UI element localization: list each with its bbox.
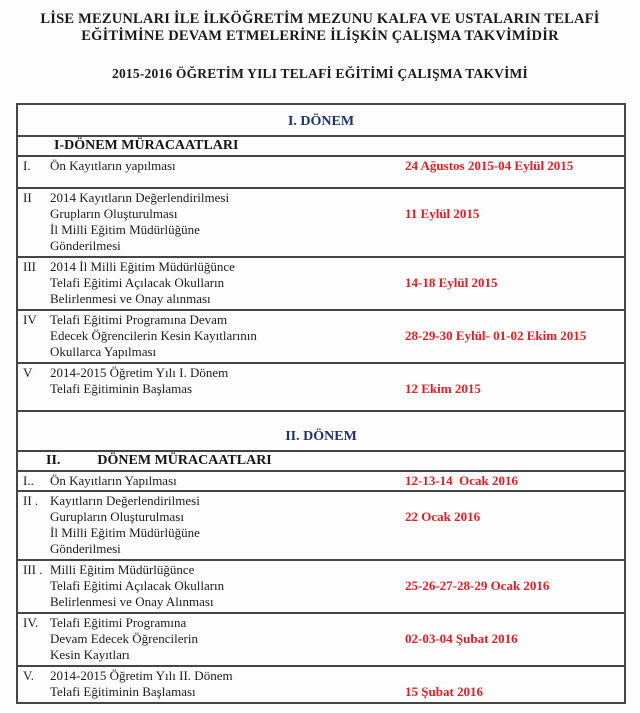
row-numeral: II	[23, 190, 32, 205]
period-header: II. DÖNEM	[285, 429, 357, 444]
row-date: 11 Eylül 2015	[405, 206, 480, 221]
row-description-line: Telafi Eğitimi Programına Devam	[50, 312, 228, 327]
calendar-row	[18, 490, 624, 559]
applications-header	[18, 450, 624, 470]
row-numeral: IV	[23, 312, 37, 327]
calendar-row	[18, 187, 624, 256]
calendar-row	[18, 470, 624, 490]
row-description	[23, 493, 620, 557]
row-description-line: Milli Eğitim Müdürlüğünce	[50, 562, 195, 577]
row-description-line: 2014-2015 Öğretim Yılı I. Dönem	[50, 365, 229, 380]
row-description-line: Telafi Eğitiminin Başlaması	[50, 684, 196, 699]
calendar-section-1	[18, 105, 624, 410]
row-description	[23, 668, 620, 700]
period-header: I. DÖNEM	[287, 114, 355, 129]
calendar-row	[18, 155, 624, 187]
calendar-table	[16, 103, 626, 704]
calendar-row	[18, 362, 624, 410]
row-date: 12-13-14 Ocak 2016	[405, 473, 519, 488]
document-title	[0, 11, 640, 45]
row-description-line: Devam Edecek Öğrencilerin	[50, 631, 198, 646]
row-numeral: IV.	[23, 615, 39, 630]
calendar-row	[18, 612, 624, 665]
applications-header-label: DÖNEM MÜRACAATLARI	[97, 453, 272, 468]
row-description-line: Telafi Eğitimi Açılacak Okulların	[50, 275, 225, 290]
row-description-line: 2014 İl Milli Eğitim Müdürlüğünce	[50, 259, 235, 274]
row-description-line: Belirlenmesi ve Onay Alınması	[50, 594, 214, 609]
row-description-line: Belirlenmesi ve Onay alınması	[50, 291, 211, 306]
row-numeral: V	[23, 365, 33, 380]
row-description-line: İl Milli Eğitim Müdürlüğüne	[50, 525, 200, 540]
row-numeral: V.	[23, 668, 34, 683]
row-numeral: I..	[23, 473, 34, 488]
row-date: 28-29-30 Eylül- 01-02 Ekim 2015	[405, 328, 587, 343]
calendar-row	[18, 256, 624, 309]
row-description-line: Telafi Eğitimi Programına	[50, 615, 187, 630]
row-description-line: 2014-2015 Öğretim Yılı II. Dönem	[50, 668, 233, 683]
row-description-line: Okullarca Yapılması	[50, 344, 157, 359]
applications-header-numeral: II.	[46, 453, 61, 468]
calendar-row	[18, 559, 624, 612]
row-numeral: I.	[23, 158, 31, 173]
row-description	[23, 473, 620, 489]
row-description-line: Kesin Kayıtları	[50, 647, 130, 662]
row-date: 24 Ağustos 2015-04 Eylül 2015	[405, 158, 574, 173]
row-date: 15 Şubat 2016	[405, 684, 484, 699]
calendar-row	[18, 665, 624, 702]
calendar-row	[18, 309, 624, 362]
row-description-line: Kayıtların Değerlendirilmesi	[50, 493, 200, 508]
row-description-line: Telafi Eğitimi Açılacak Okulların	[50, 578, 225, 593]
row-date: 22 Ocak 2016	[405, 509, 481, 524]
document-subtitle: 2015-2016 ÖĞRETİM YILI TELAFİ EĞİTİMİ ÇALIŞMA TAKVİMİ	[112, 66, 528, 81]
row-numeral: III	[23, 259, 36, 274]
row-description-line: Gurupların Oluşturulması	[50, 509, 184, 524]
row-date: 12 Ekim 2015	[405, 381, 481, 396]
row-description	[23, 259, 620, 307]
applications-header	[18, 135, 624, 155]
row-description-line: Ön Kayıtların yapılması	[50, 158, 176, 173]
calendar-section-2	[18, 410, 624, 702]
document-title-line2: EĞİTİMİNE DEVAM ETMELERİNE İLİŞKİN ÇALIŞMA TAKVİMİDİR	[81, 28, 559, 44]
row-numeral: II .	[23, 493, 39, 508]
row-description-line: Gönderilmesi	[50, 238, 121, 253]
row-description-line: Ön Kayıtların Yapılması	[50, 473, 177, 488]
document-title-line1: LİSE MEZUNLARI İLE İLKÖĞRETİM MEZUNU KALFA VE USTALARIN TELAFİ	[40, 11, 600, 27]
row-description-line: Grupların Oluşturulması	[50, 206, 178, 221]
title-block	[0, 0, 640, 82]
row-date: 14-18 Eylül 2015	[405, 275, 498, 290]
row-description-line: Telafi Eğitiminin Başlamas	[50, 381, 193, 396]
row-description	[23, 615, 620, 663]
row-description-line: Gönderilmesi	[50, 541, 121, 556]
row-date: 02-03-04 Şubat 2016	[405, 631, 518, 646]
row-description	[23, 190, 620, 254]
row-description-line: Edecek Öğrencilerin Kesin Kayıtlarının	[50, 328, 257, 343]
row-description	[23, 365, 620, 397]
row-description-line: 2014 Kayıtların Değerlendirilmesi	[50, 190, 230, 205]
applications-header-label: I-DÖNEM MÜRACAATLARI	[54, 138, 239, 153]
row-numeral: III .	[23, 562, 43, 577]
row-date: 25-26-27-28-29 Ocak 2016	[405, 578, 550, 593]
row-description-line: İl Milli Eğitim Müdürlüğüne	[50, 222, 200, 237]
